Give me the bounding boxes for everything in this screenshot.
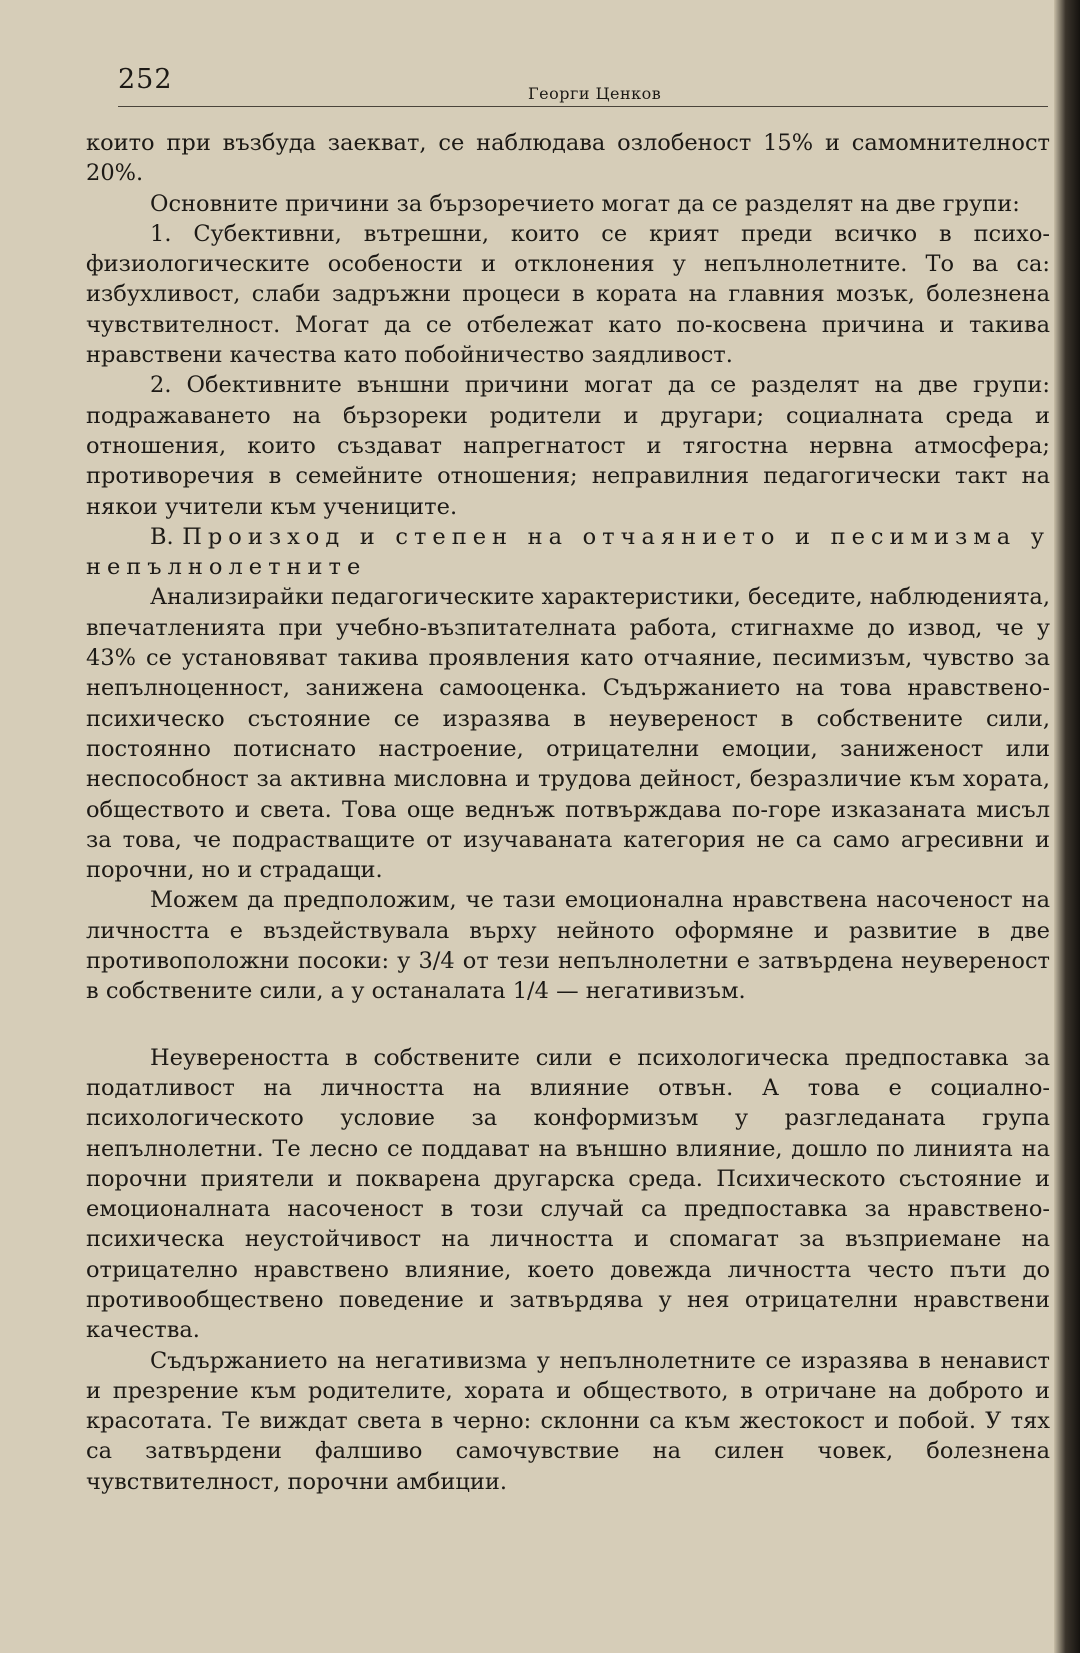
section-heading-text: Произход и степен на отчаянието и песимизма у непълнолетните	[86, 523, 1050, 581]
paragraph: Основните причини за бързоречието могат да се разделят на две групи:	[150, 190, 1020, 217]
section-heading-label: В.	[150, 523, 174, 550]
paragraph-gap	[86, 1007, 1050, 1043]
section-heading	[86, 522, 1050, 583]
paragraph: 2. Обективните външни причини могат да се разделят на две групи: подражаването на бързореки родители и другари; социалната среда и отношения, които създават напрегнатост и тягостна нервна атмосфера; противоречия в семейните отношения; неправилния педагогически такт на някои учители към учениците.	[86, 372, 1050, 520]
body-text	[86, 128, 1050, 1497]
paragraph: 1. Субективни, вътрешни, които се крият преди всичко в психо-физиологическите особености и отклонения у непълнолетните. То ва са: избухливост, слаби задръжни процеси в кората на главния мозък, болезнена чувствителност. Могат да се отбележат като по-косвена причина и такива нравствени качества като побойничество заядливост.	[86, 220, 1050, 369]
paragraph: които при възбуда заекват, се наблюдава озлобеност 15% и самомнителност 20%.	[86, 130, 1050, 187]
paragraph: Съдържанието на негативизма у непълнолетните се изразява в ненавист и презрение към родителите, хората и обществото, в отричане на доброто и красотата. Те виждат света в черно: склонни са към жестокост и побой. У тях са затвърдени фалшиво самочувствие на силен човек, болезнена чувствителност, порочни амбиции.	[86, 1347, 1050, 1495]
paragraph: Можем да предположим, че тази емоционална нравствена насоченост на личността е въздействувала върху нейното оформяне и развитие в две противоположни посоки: у 3/4 от тези непълнолетни е затвърдена неувереност в собствените сили, а у останалата 1/4 — негативизъм.	[86, 887, 1050, 1005]
paragraph: Анализирайки педагогическите характеристики, беседите, наблюденията, впечатленията при учебно-възпитателната работа, стигнахме до извод, че у 43% се установяват такива проявления като отчаяние, песимизъм, чувство за непълноценност, занижена самооценка. Съдържанието на това нравствено-психическо състояние се изразява в неувереност в собствените сили, постоянно потиснато настроение, отрицателни емоции, заниженост или неспособност за активна мисловна и трудова дейност, безразличие към хората, обществото и света. Това още веднъж потвърждава по-горе изказаната мисъл за това, че подрастващите от изучаваната категория не са само агресивни и порочни, но и страдащи.	[86, 584, 1050, 884]
paragraph: Неувереността в собствените сили е психологическа предпоставка за податливост на личността на влияние отвън. А това е социално-психологическото условие за конформизъм у разгледаната група непълнолетни. Те лесно се поддават на външно влияние, дошло по линията на порочни приятели и покварена другарска среда. Психическото състояние и емоционалната насоченост в този случай са предпоставка за нравствено-психическа неустойчивост на личността и спомагат за възприемане на отрицателно нравствено влияние, което довежда личността често пъти до противообществено поведение и затвърдява у нея отрицателни нравствени качества.	[86, 1044, 1050, 1344]
book-spine-shadow	[1054, 0, 1080, 1653]
page-header	[118, 62, 1048, 107]
page-number: 252	[118, 64, 173, 95]
running-head: Георги Ценков	[528, 84, 662, 103]
